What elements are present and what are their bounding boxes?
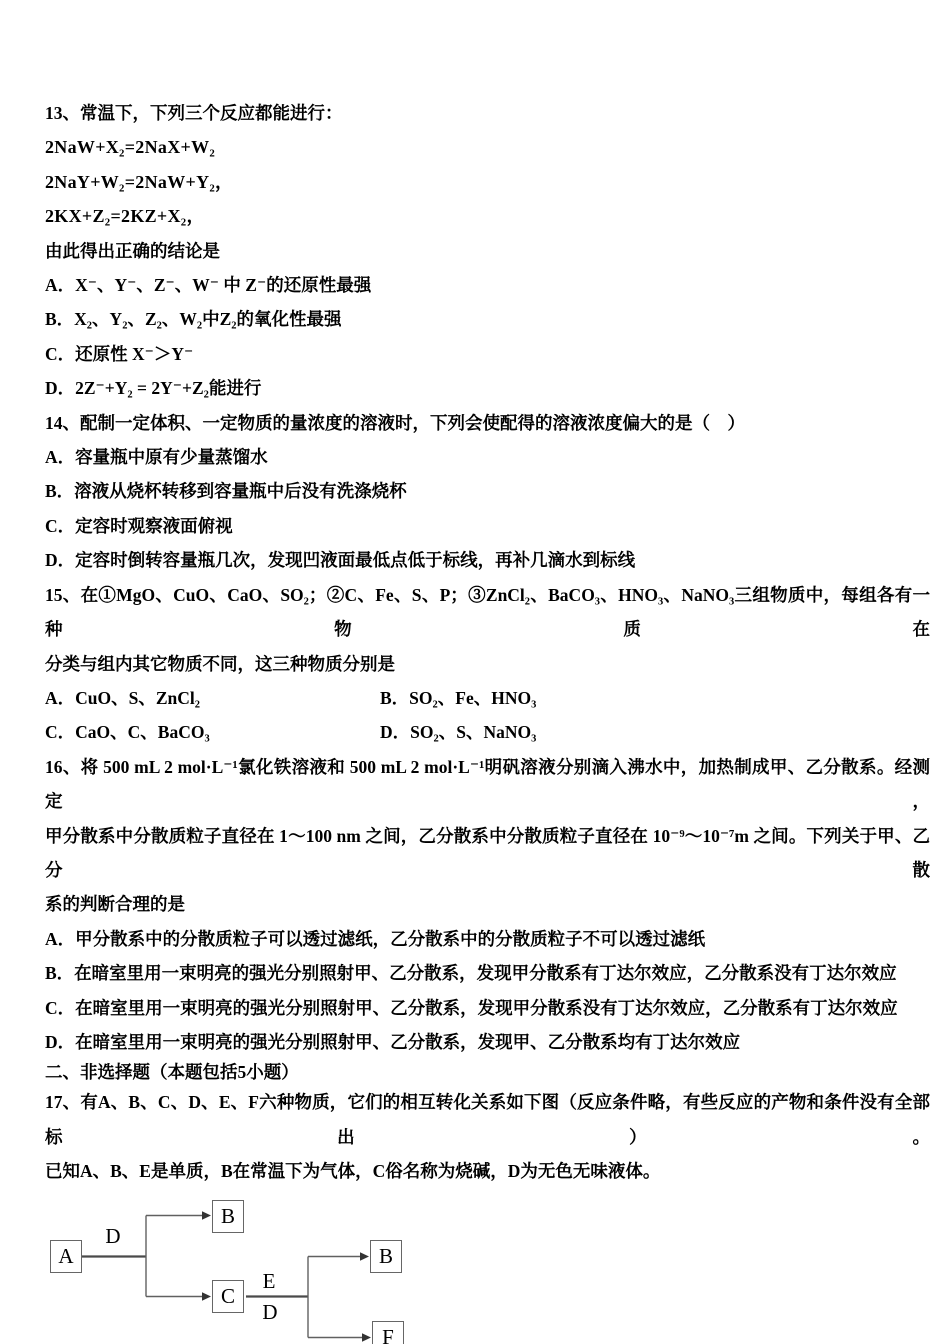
diagram-box-b2: B	[370, 1240, 402, 1273]
diagram-box-b1: B	[212, 1200, 244, 1233]
q13-option-b: B．X₂、Y₂、Z₂、W₂中Z₂的氧化性最强	[45, 309, 342, 330]
q17-transformation-diagram	[0, 1191, 950, 1344]
q16-option-d: D．在暗室里用一束明亮的强光分别照射甲、乙分散系，发现甲、乙分散系均有丁达尔效应	[45, 1031, 741, 1052]
q13-equation-1: 2NaW+X₂=2NaX+W₂	[45, 137, 216, 158]
q17-stem-line2: 已知A、B、E是单质，B在常温下为气体，C俗名称为烧碱，D为无色无味液体。	[45, 1161, 661, 1182]
q17-stem-line1: 17、有A、B、C、D、E、F六种物质，它们的相互转化关系如下图（反应条件略，有些反应的产物和条件没有全部标出）。	[45, 1092, 930, 1147]
q15-option-a: A．CuO、S、ZnCl₂	[45, 687, 201, 708]
diagram-label-d2: D	[262, 1299, 278, 1324]
q13-conclusion: 由此得出正确的结论是	[45, 240, 220, 261]
q15-option-d: D．SO₂、S、NaNO₃	[380, 722, 537, 743]
q16-option-a: A．甲分散系中的分散质粒子可以透过滤纸，乙分散系中的分散质粒子不可以透过滤纸	[45, 928, 706, 949]
q16-stem-line1: 16、将 500 mL 2 mol·L⁻¹氯化铁溶液和 500 mL 2 mol·L⁻¹明矾溶液分别滴入沸水中，加热制成甲、乙分散系。经测定，	[45, 756, 930, 812]
q13-equation-2: 2NaY+W₂=2NaW+Y₂，	[45, 171, 234, 192]
q16-option-c: C．在暗室里用一束明亮的强光分别照射甲、乙分散系，发现甲分散系没有丁达尔效应，乙分散系有丁达尔效应	[45, 997, 898, 1018]
diagram-label-e: E	[262, 1268, 276, 1293]
diagram-label-d1: D	[105, 1223, 121, 1248]
q15-stem-line1: 15、在①MgO、CuO、CaO、SO₂；②C、Fe、S、P；③ZnCl₂、BaCO₃、HNO₃、NaNO₃三组物质中，每组各有一种物质在	[45, 584, 930, 640]
diagram-box-f: F	[372, 1321, 404, 1344]
q13-option-c: C．还原性 X⁻＞Y⁻	[45, 343, 194, 364]
q14-stem: 14、配制一定体积、一定物质的量浓度的溶液时，下列会使配得的溶液浓度偏大的是（ ）	[45, 412, 745, 433]
diagram-box-a: A	[50, 1240, 82, 1273]
q15-option-b: B．SO₂、Fe、HNO₃	[380, 687, 537, 708]
q14-option-b: B．溶液从烧杯转移到容量瓶中后没有洗涤烧杯	[45, 481, 407, 502]
q16-option-b: B．在暗室里用一束明亮的强光分别照射甲、乙分散系，发现甲分散系有丁达尔效应，乙分散系没有丁达尔效应	[45, 963, 897, 984]
q13-option-a: A．X⁻、Y⁻、Z⁻、W⁻ 中 Z⁻的还原性最强	[45, 275, 372, 296]
q15-options-row-1	[0, 681, 950, 715]
q13-equation-3: 2KX+Z₂=2KZ+X₂，	[45, 206, 205, 227]
q14-option-a: A．容量瓶中原有少量蒸馏水	[45, 447, 268, 468]
q15-option-c: C．CaO、C、BaCO₃	[45, 722, 210, 743]
q15-stem-line2: 分类与组内其它物质不同，这三种物质分别是	[45, 653, 395, 674]
q13-stem: 13、常温下，下列三个反应都能进行：	[45, 103, 343, 123]
q16-stem-line3: 系的判断合理的是	[45, 894, 185, 915]
q15-options-row-2	[0, 715, 950, 749]
q14-option-d: D．定容时倒转容量瓶几次，发现凹液面最低点低于标线，再补几滴水到标线	[45, 550, 636, 571]
section2-header: 二、非选择题（本题包括5小题）	[45, 1062, 299, 1083]
q14-option-c: C．定容时观察液面俯视	[45, 515, 233, 536]
diagram-box-c: C	[212, 1280, 244, 1313]
q13-option-d: D．2Z⁻+Y₂ = 2Y⁻+Z₂能进行	[45, 378, 262, 399]
diagram-connector-lines	[0, 1191, 950, 1344]
q16-stem-line2: 甲分散系中分散质粒子直径在 1～100 nm 之间，乙分散系中分散质粒子直径在 10⁻⁹～10⁻⁷m 之间。下列关于甲、乙分散	[45, 825, 930, 880]
